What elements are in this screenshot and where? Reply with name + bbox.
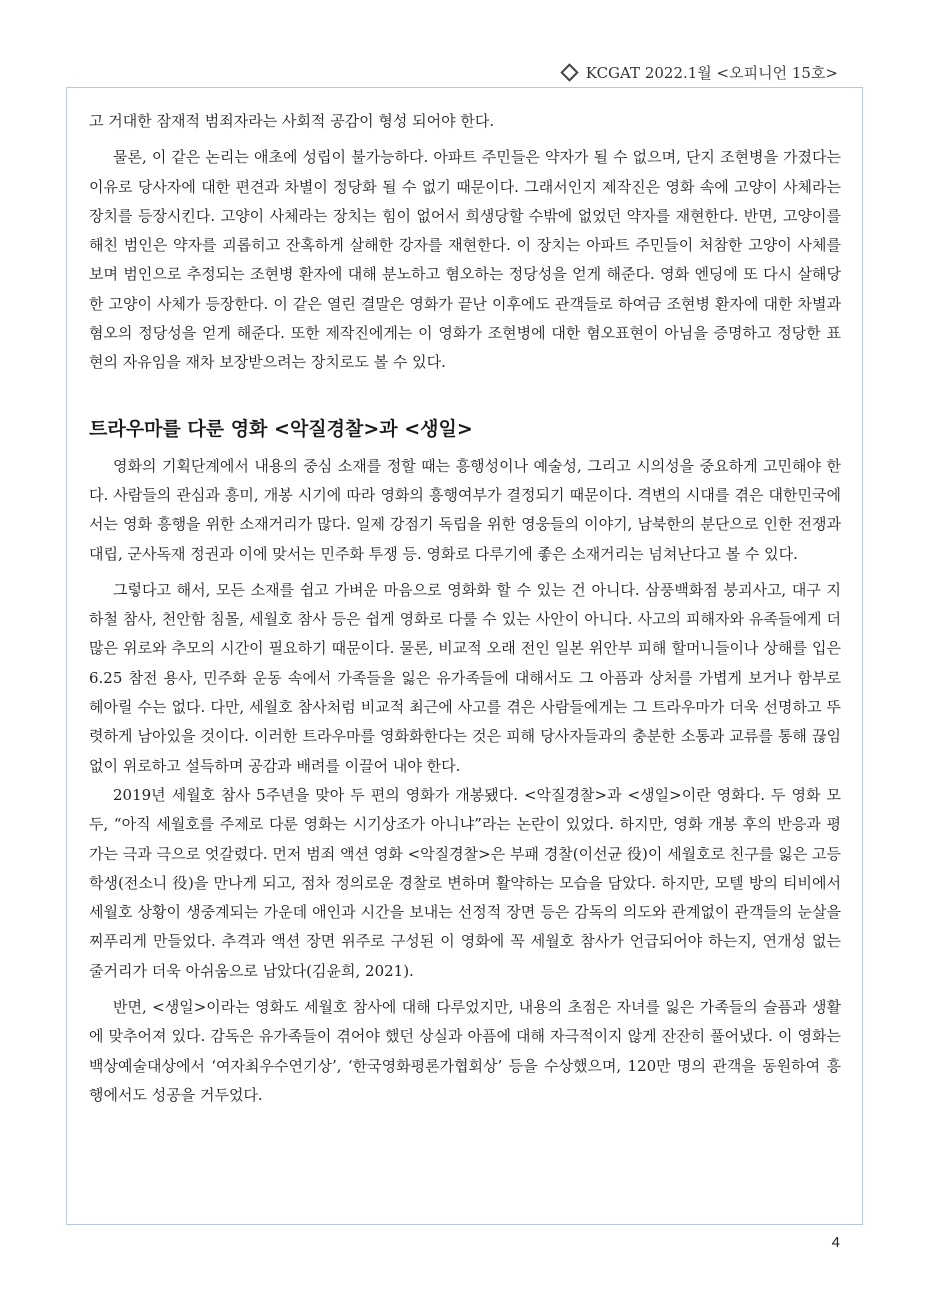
section-heading: 트라우마를 다룬 영화 <악질경찰>과 <생일> [89,417,473,440]
paragraph: 반면, <생일>이라는 영화도 세월호 참사에 대해 다루었지만, 내용의 초점은 자녀를 잃은 가족들의 슬픔과 생활에 맞추어져 있다. 감독은 유가족들이 겪어야 했던 상실과 아픔에 대해 자극적이지 않게 잔잔히 풀어냈다. 이 영화는 백상예술대상에서 ‘여자최우수연기상’, ‘한국영화평론가협회상’ 등을 수상했으며, 120만 명의 관객을 동원하여 흥행에서도 성공을 거두었다. [89,998,841,1104]
header-text: KCGAT 2022.1월 <오피니언 15호> [585,64,838,82]
paragraph-continued: 고 거대한 잠재적 범죄자라는 사회적 공감이 형성 되어야 한다. [89,112,495,130]
page-header [563,62,838,83]
page-number: 4 [831,1234,840,1251]
paragraph: 그렇다고 해서, 모든 소재를 쉽고 가벼운 마음으로 영화화 할 수 있는 건 아니다. 삼풍백화점 붕괴사고, 대구 지하철 참사, 천안함 침몰, 세월호 참사 등은 쉽게 영화로 다룰 수 있는 사안이 아니다. 사고의 피해자와 유족들에게 더 많은 위로와 추모의 시간이 필요하기 때문이다. 물론, 비교적 오래 전인 일본 위안부 피해 할머니들이나 상해를 입은 6.25 참전 용사, 민주화 운동 속에서 가족들을 잃은 유가족들에 대해서도 그 아픔과 상처를 가볍게 보거나 함부로 헤아릴 수는 없다. 다만, 세월호 참사처럼 비교적 최근에 사고를 겪은 사람들에게는 그 트라우마가 더욱 선명하고 뚜렷하게 남아있을 것이다. 이러한 트라우마를 영화화한다는 것은 피해 당사자들과의 충분한 소통과 교류를 통해 끊임없이 위로하고 설득하며 공감과 배려를 이끌어 내야 한다. [89,580,841,775]
paragraph: 물론, 이 같은 논리는 애초에 성립이 불가능하다. 아파트 주민들은 약자가 될 수 없으며, 단지 조현병을 가졌다는 이유로 당사자에 대한 편견과 차별이 정당화 될 수 없기 때문이다. 그래서인지 제작진은 영화 속에 고양이 사체라는 장치를 등장시킨다. 고양이 사체라는 장치는 힘이 없어서 희생당할 수밖에 없었던 약자를 재현한다. 반면, 고양이를 해친 범인은 약자를 괴롭히고 잔혹하게 살해한 강자를 재현한다. 이 장치는 아파트 주민들이 처참한 고양이 사체를 보며 범인으로 추정되는 조현병 환자에 대해 분노하고 혐오하는 정당성을 얻게 해준다. 영화 엔딩에 또 다시 살해당한 고양이 사체가 등장한다. 이 같은 열린 결말은 영화가 끝난 이후에도 관객들로 하여금 조현병 환자에 대한 차별과 혐오의 정당성을 얻게 해준다. 또한 제작진에게는 이 영화가 조현병에 대한 혐오표현이 아님을 증명하고 정당한 표현의 자유임을 재차 보장받으려는 장치로도 볼 수 있다. [89,148,841,372]
document-body [89,107,841,1110]
diamond-icon [560,63,578,81]
paragraph: 영화의 기획단계에서 내용의 중심 소재를 정할 때는 흥행성이나 예술성, 그리고 시의성을 중요하게 고민해야 한다. 사람들의 관심과 흥미, 개봉 시기에 따라 영화의 흥행여부가 결정되기 때문이다. 격변의 시대를 겪은 대한민국에서는 영화 흥행을 위한 소재거리가 많다. 일제 강점기 독립을 위한 영웅들의 이야기, 남북한의 분단으로 인한 전쟁과 대립, 군사독재 정권과 이에 맞서는 민주화 투쟁 등. 영화로 다루기에 좋은 소재거리는 넘쳐난다고 볼 수 있다. [89,456,841,563]
paragraph: 2019년 세월호 참사 5주년을 맞아 두 편의 영화가 개봉됐다. <악질경찰>과 <생일>이란 영화다. 두 영화 모두, “아직 세월호를 주제로 다룬 영화는 시기상조가 아니냐”라는 논란이 있었다. 하지만, 영화 개봉 후의 반응과 평가는 극과 극으로 엇갈렸다. 먼저 범죄 액션 영화 <악질경찰>은 부패 경찰(이선균 役)이 세월호로 친구를 잃은 고등학생(전소니 役)을 만나게 되고, 점차 정의로운 경찰로 변하며 활약하는 모습을 담았다. 하지만, 모텔 방의 티비에서 세월호 상황이 생중계되는 가운데 애인과 시간을 보내는 선정적 장면 등은 감독의 의도와 관계없이 관객들의 눈살을 찌푸리게 만들었다. 추격과 액션 장면 위주로 구성된 이 영화에 꼭 세월호 참사가 언급되어야 하는지, 연개성 없는 줄거리가 더욱 아쉬움으로 남았다(김윤희, 2021). [89,785,841,980]
